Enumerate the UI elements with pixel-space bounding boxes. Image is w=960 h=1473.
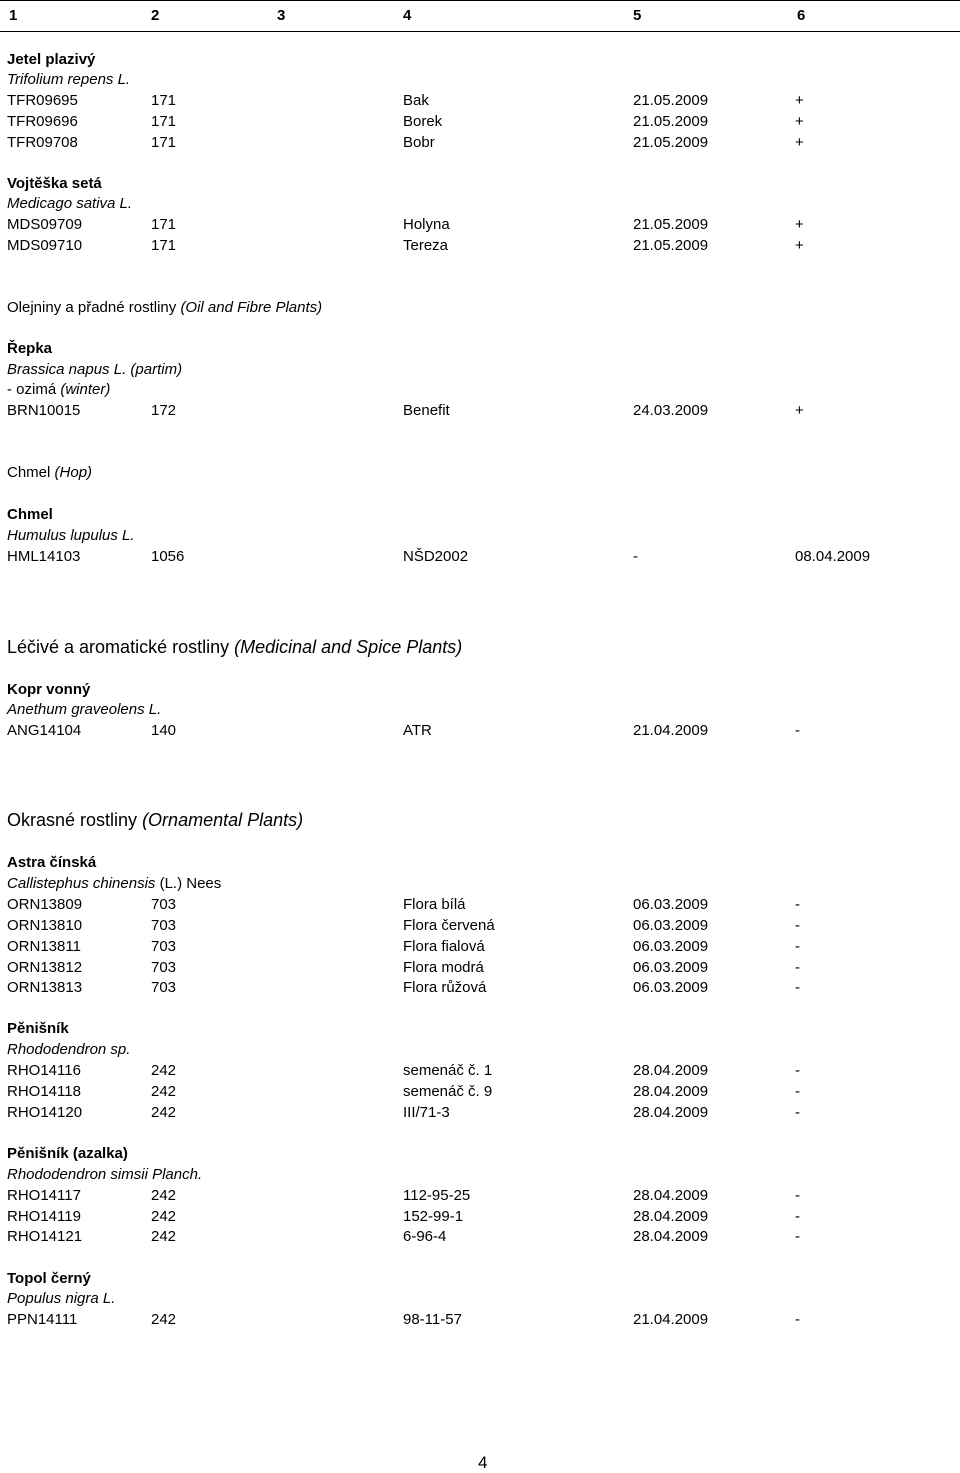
table-row: [0, 237, 960, 255]
cell-number: 171: [151, 113, 177, 130]
species-authority: (L.) Nees: [159, 875, 222, 892]
cell-variety: Benefit: [403, 402, 450, 419]
cell-status: -: [795, 722, 800, 739]
species-name: Astra čínská: [7, 854, 97, 871]
cell-status: +: [795, 402, 804, 419]
cell-variety: Flora růžová: [403, 979, 487, 996]
cell-code: MDS09709: [7, 216, 83, 233]
table-row: [0, 959, 960, 977]
cell-variety: Holyna: [403, 216, 450, 233]
species-name: Pěnišník: [7, 1020, 69, 1037]
cell-variety: III/71-3: [403, 1104, 450, 1121]
cell-number: 140: [151, 722, 177, 739]
species-latin: Trifolium repens L.: [7, 71, 131, 88]
species-latin: Medicago sativa L.: [7, 195, 133, 212]
cell-code: TFR09696: [7, 113, 78, 130]
table-row: [0, 548, 960, 566]
cell-status: +: [795, 113, 804, 130]
cell-status: -: [795, 896, 800, 913]
section-heading: [7, 636, 462, 658]
species-qualifier: (partim): [130, 361, 183, 378]
species-latin: Rhododendron simsii Planch.: [7, 1166, 203, 1183]
cell-number: 242: [151, 1208, 177, 1225]
cell-variety: Flora červená: [403, 917, 495, 934]
cell-date: 28.04.2009: [633, 1083, 709, 1100]
table-row: [0, 1228, 960, 1246]
cell-code: HML14103: [7, 548, 81, 565]
section-heading-en: (Oil and Fibre Plants): [180, 299, 323, 316]
cell-status: +: [795, 216, 804, 233]
species-latin: Populus nigra L.: [7, 1290, 116, 1307]
species-latin: Brassica napus L.: [7, 361, 127, 378]
species-latin-line: [7, 361, 182, 379]
cell-date: 24.03.2009: [633, 402, 709, 419]
table-header: [0, 0, 960, 32]
cell-variety: semenáč č. 9: [403, 1083, 493, 1100]
species-name: Pěnišník (azalka): [7, 1145, 128, 1162]
cell-variety: Flora fialová: [403, 938, 485, 955]
section-heading: [7, 299, 322, 317]
subtype-cz: - ozimá: [7, 381, 57, 398]
table-row: [0, 1062, 960, 1080]
cell-variety: 98-11-57: [403, 1311, 462, 1328]
page-number: 4: [478, 1453, 488, 1472]
cell-date: 06.03.2009: [633, 896, 709, 913]
cell-date: 21.04.2009: [633, 1311, 709, 1328]
table-row: [0, 896, 960, 914]
section-heading-en: (Medicinal and Spice Plants): [234, 637, 463, 657]
cell-variety: 6-96-4: [403, 1228, 447, 1245]
section-heading-en: (Ornamental Plants): [142, 810, 304, 830]
table-row: [0, 722, 960, 740]
cell-date: 06.03.2009: [633, 917, 709, 934]
cell-status: -: [795, 1062, 800, 1079]
cell-date: 21.04.2009: [633, 722, 709, 739]
cell-status: -: [795, 938, 800, 955]
cell-variety: ATR: [403, 722, 432, 739]
cell-number: 171: [151, 134, 177, 151]
cell-date: 21.05.2009: [633, 92, 709, 109]
species-latin: Rhododendron sp.: [7, 1041, 131, 1058]
cell-variety: Flora bílá: [403, 896, 466, 913]
table-row: [0, 1083, 960, 1101]
table-row: [0, 1104, 960, 1122]
cell-number: 1056: [151, 548, 185, 565]
species-name: Jetel plazivý: [7, 51, 96, 68]
cell-code: RHO14117: [7, 1187, 81, 1204]
table-row: [0, 979, 960, 997]
table-row: [0, 402, 960, 420]
cell-code: ORN13812: [7, 959, 83, 976]
table-row: [0, 1311, 960, 1329]
cell-number: 242: [151, 1311, 177, 1328]
cell-variety: Bobr: [403, 134, 435, 151]
species-name: Řepka: [7, 340, 53, 357]
cell-status: +: [795, 92, 804, 109]
cell-number: 703: [151, 896, 177, 913]
cell-date: 21.05.2009: [633, 216, 709, 233]
cell-date: 21.05.2009: [633, 237, 709, 254]
cell-code: TFR09708: [7, 134, 78, 151]
section-heading: [7, 464, 92, 482]
cell-status: -: [795, 1104, 800, 1121]
cell-number: 171: [151, 237, 177, 254]
section-heading-cz: Olejniny a přadné rostliny: [7, 299, 177, 316]
section-heading: [7, 809, 303, 831]
cell-code: RHO14121: [7, 1228, 83, 1245]
subtype-line: [7, 381, 110, 399]
table-row: [0, 938, 960, 956]
cell-status: -: [795, 1083, 800, 1100]
header-col-5: 5: [633, 7, 642, 24]
subtype-en: (winter): [60, 381, 111, 398]
cell-variety: 152-99-1: [403, 1208, 464, 1225]
table-row: [0, 134, 960, 152]
cell-code: RHO14120: [7, 1104, 83, 1121]
cell-variety: NŠD2002: [403, 548, 469, 565]
species-latin: Humulus lupulus L.: [7, 527, 135, 544]
table-row: [0, 1208, 960, 1226]
cell-number: 171: [151, 216, 177, 233]
cell-code: ORN13813: [7, 979, 83, 996]
cell-number: 242: [151, 1104, 177, 1121]
species-name: Topol černý: [7, 1270, 91, 1287]
table-row: [0, 113, 960, 131]
section-heading-cz: Okrasné rostliny: [7, 810, 138, 830]
cell-code: RHO14118: [7, 1083, 81, 1100]
cell-number: 242: [151, 1083, 177, 1100]
species-latin: Anethum graveolens L.: [7, 701, 162, 718]
cell-number: 703: [151, 917, 177, 934]
cell-number: 172: [151, 402, 177, 419]
cell-date: 28.04.2009: [633, 1187, 709, 1204]
cell-date: 21.05.2009: [633, 134, 709, 151]
species-name: Chmel: [7, 506, 53, 523]
cell-status: -: [795, 959, 800, 976]
header-col-2: 2: [151, 7, 160, 24]
cell-status: 08.04.2009: [795, 548, 871, 565]
cell-variety: Borek: [403, 113, 443, 130]
cell-date: 28.04.2009: [633, 1062, 709, 1079]
cell-status: -: [795, 1311, 800, 1328]
cell-date: 28.04.2009: [633, 1228, 709, 1245]
cell-variety: 112-95-25: [403, 1187, 471, 1204]
cell-status: -: [795, 1187, 800, 1204]
species-latin: Callistephus chinensis: [7, 875, 156, 892]
cell-code: PPN14111: [7, 1311, 78, 1328]
cell-number: 242: [151, 1187, 177, 1204]
header-col-4: 4: [403, 7, 412, 24]
cell-date: 06.03.2009: [633, 938, 709, 955]
cell-status: +: [795, 134, 804, 151]
species-name: Kopr vonný: [7, 681, 91, 698]
cell-status: +: [795, 237, 804, 254]
section-heading-en: (Hop): [54, 464, 93, 481]
cell-status: -: [795, 1228, 800, 1245]
table-row: [0, 1187, 960, 1205]
cell-code: BRN10015: [7, 402, 81, 419]
cell-number: 242: [151, 1228, 177, 1245]
cell-number: 242: [151, 1062, 177, 1079]
cell-status: -: [795, 917, 800, 934]
cell-number: 703: [151, 959, 177, 976]
cell-date: 06.03.2009: [633, 979, 709, 996]
cell-number: 703: [151, 938, 177, 955]
cell-date: -: [633, 548, 638, 565]
cell-status: -: [795, 979, 800, 996]
cell-code: ANG14104: [7, 722, 82, 739]
header-col-6: 6: [797, 7, 806, 24]
cell-variety: Flora modrá: [403, 959, 484, 976]
cell-code: RHO14119: [7, 1208, 81, 1225]
cell-status: -: [795, 1208, 800, 1225]
cell-code: RHO14116: [7, 1062, 81, 1079]
cell-code: ORN13810: [7, 917, 83, 934]
species-name: Vojtěška setá: [7, 175, 102, 192]
species-latin-line: [7, 875, 221, 893]
table-row: [0, 917, 960, 935]
cell-date: 06.03.2009: [633, 959, 709, 976]
cell-code: MDS09710: [7, 237, 83, 254]
cell-code: ORN13811: [7, 938, 81, 955]
section-heading-cz: Chmel: [7, 464, 51, 481]
cell-date: 21.05.2009: [633, 113, 709, 130]
cell-variety: Tereza: [403, 237, 449, 254]
cell-date: 28.04.2009: [633, 1104, 709, 1121]
cell-variety: Bak: [403, 92, 429, 109]
cell-number: 703: [151, 979, 177, 996]
cell-code: ORN13809: [7, 896, 83, 913]
header-col-1: 1: [9, 7, 18, 24]
cell-variety: semenáč č. 1: [403, 1062, 493, 1079]
table-row: [0, 216, 960, 234]
table-row: [0, 92, 960, 110]
cell-number: 171: [151, 92, 177, 109]
cell-code: TFR09695: [7, 92, 78, 109]
cell-date: 28.04.2009: [633, 1208, 709, 1225]
header-col-3: 3: [277, 7, 286, 24]
section-heading-cz: Léčivé a aromatické rostliny: [7, 637, 230, 657]
